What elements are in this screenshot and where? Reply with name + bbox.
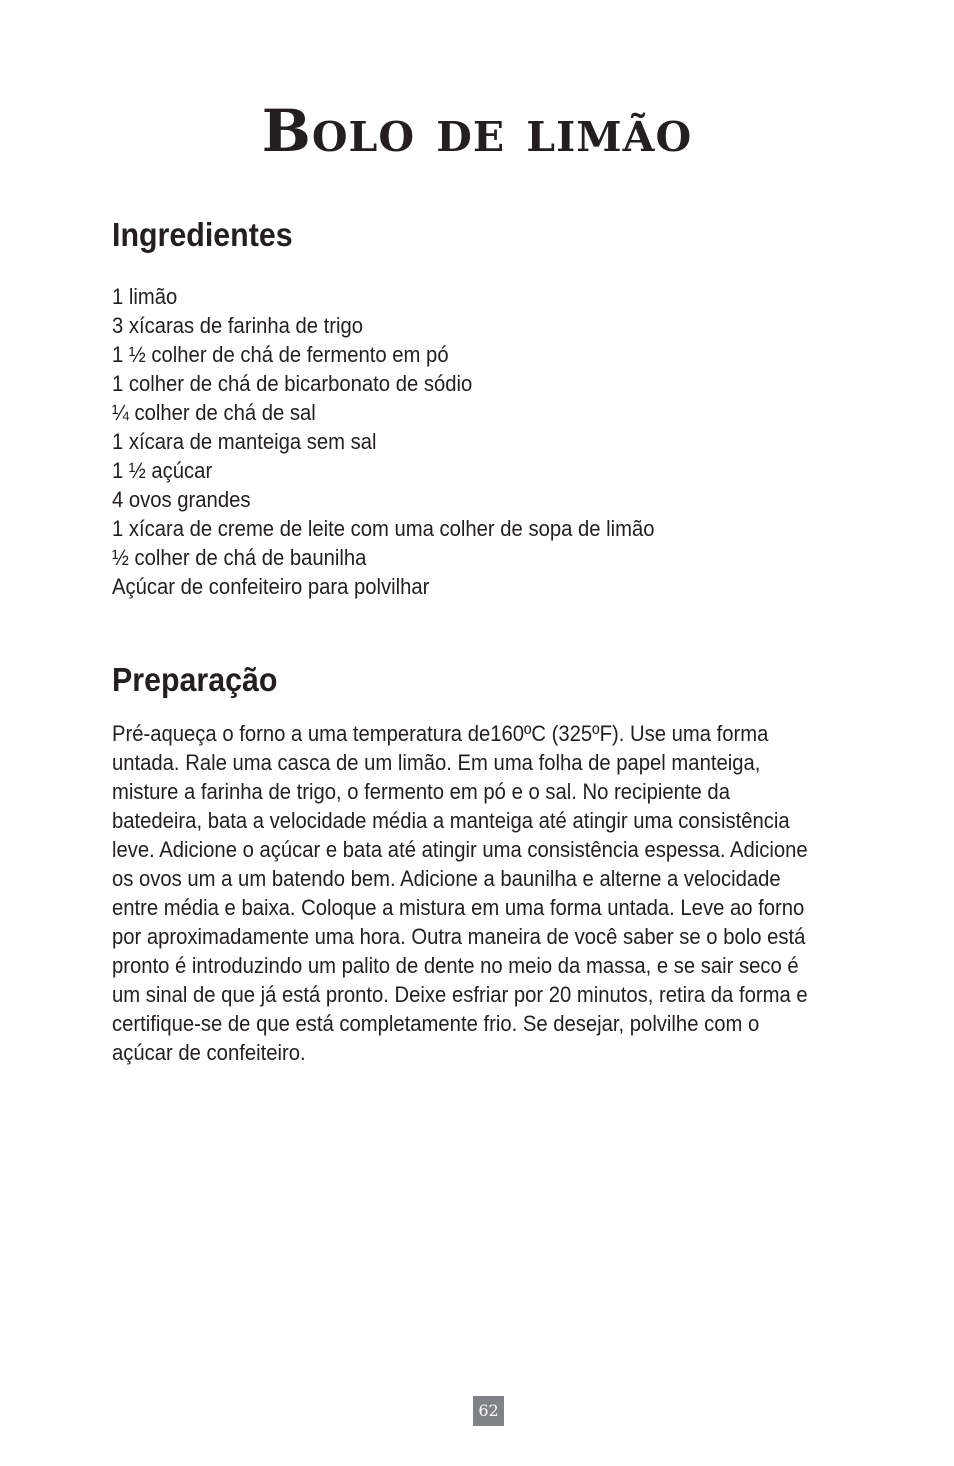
preparation-line: leve. Adicione o açúcar e bata até atingir uma consistência espessa. Adicione <box>112 837 808 862</box>
ingredient-item: 1 ½ colher de chá de fermento em pó <box>112 342 449 367</box>
ingredients-heading: Ingredientes <box>112 216 293 254</box>
preparation-line: açúcar de confeiteiro. <box>112 1040 306 1065</box>
recipe-content <box>112 218 873 1067</box>
preparation-heading: Preparação <box>112 661 278 699</box>
ingredient-item: 1 colher de chá de bicarbonato de sódio <box>112 371 473 396</box>
preparation-line: entre média e baixa. Coloque a mistura em uma forma untada. Leve ao forno <box>112 895 805 920</box>
preparation-line: Pré-aqueça o forno a uma temperatura de160ºC (325ºF). Use uma forma <box>112 721 769 746</box>
preparation-line: um sinal de que já está pronto. Deixe esfriar por 20 minutos, retira da forma e <box>112 982 808 1007</box>
preparation-line: batedeira, bata a velocidade média a manteiga até atingir uma consistência <box>112 808 790 833</box>
ingredient-item: 1 limão <box>112 284 178 309</box>
preparation-line: pronto é introduzindo um palito de dente no meio da massa, e se sair seco é <box>112 953 799 978</box>
ingredient-item: 1 ½ açúcar <box>112 458 213 483</box>
recipe-title: Bolo de limão <box>261 97 693 165</box>
preparation-line: misture a farinha de trigo, o fermento em pó e o sal. No recipiente da <box>112 779 730 804</box>
ingredient-item: 4 ovos grandes <box>112 487 251 512</box>
preparation-paragraph <box>112 719 873 1067</box>
ingredient-item: 1 xícara de creme de leite com uma colher de sopa de limão <box>112 516 655 541</box>
ingredient-item: 1 xícara de manteiga sem sal <box>112 429 377 454</box>
ingredients-list <box>112 282 873 601</box>
page-number: 62 <box>473 1396 504 1426</box>
ingredient-item: Açúcar de confeiteiro para polvilhar <box>112 574 430 599</box>
ingredient-item: ¼ colher de chá de sal <box>112 400 316 425</box>
preparation-line: por aproximadamente uma hora. Outra maneira de você saber se o bolo está <box>112 924 806 949</box>
preparation-line: certifique-se de que está completamente frio. Se desejar, polvilhe com o <box>112 1011 760 1036</box>
ingredient-item: 3 xícaras de farinha de trigo <box>112 313 364 338</box>
ingredient-item: ½ colher de chá de baunilha <box>112 545 367 570</box>
preparation-line: untada. Rale uma casca de um limão. Em uma folha de papel manteiga, <box>112 750 761 775</box>
preparation-line: os ovos um a um batendo bem. Adicione a baunilha e alterne a velocidade <box>112 866 781 891</box>
